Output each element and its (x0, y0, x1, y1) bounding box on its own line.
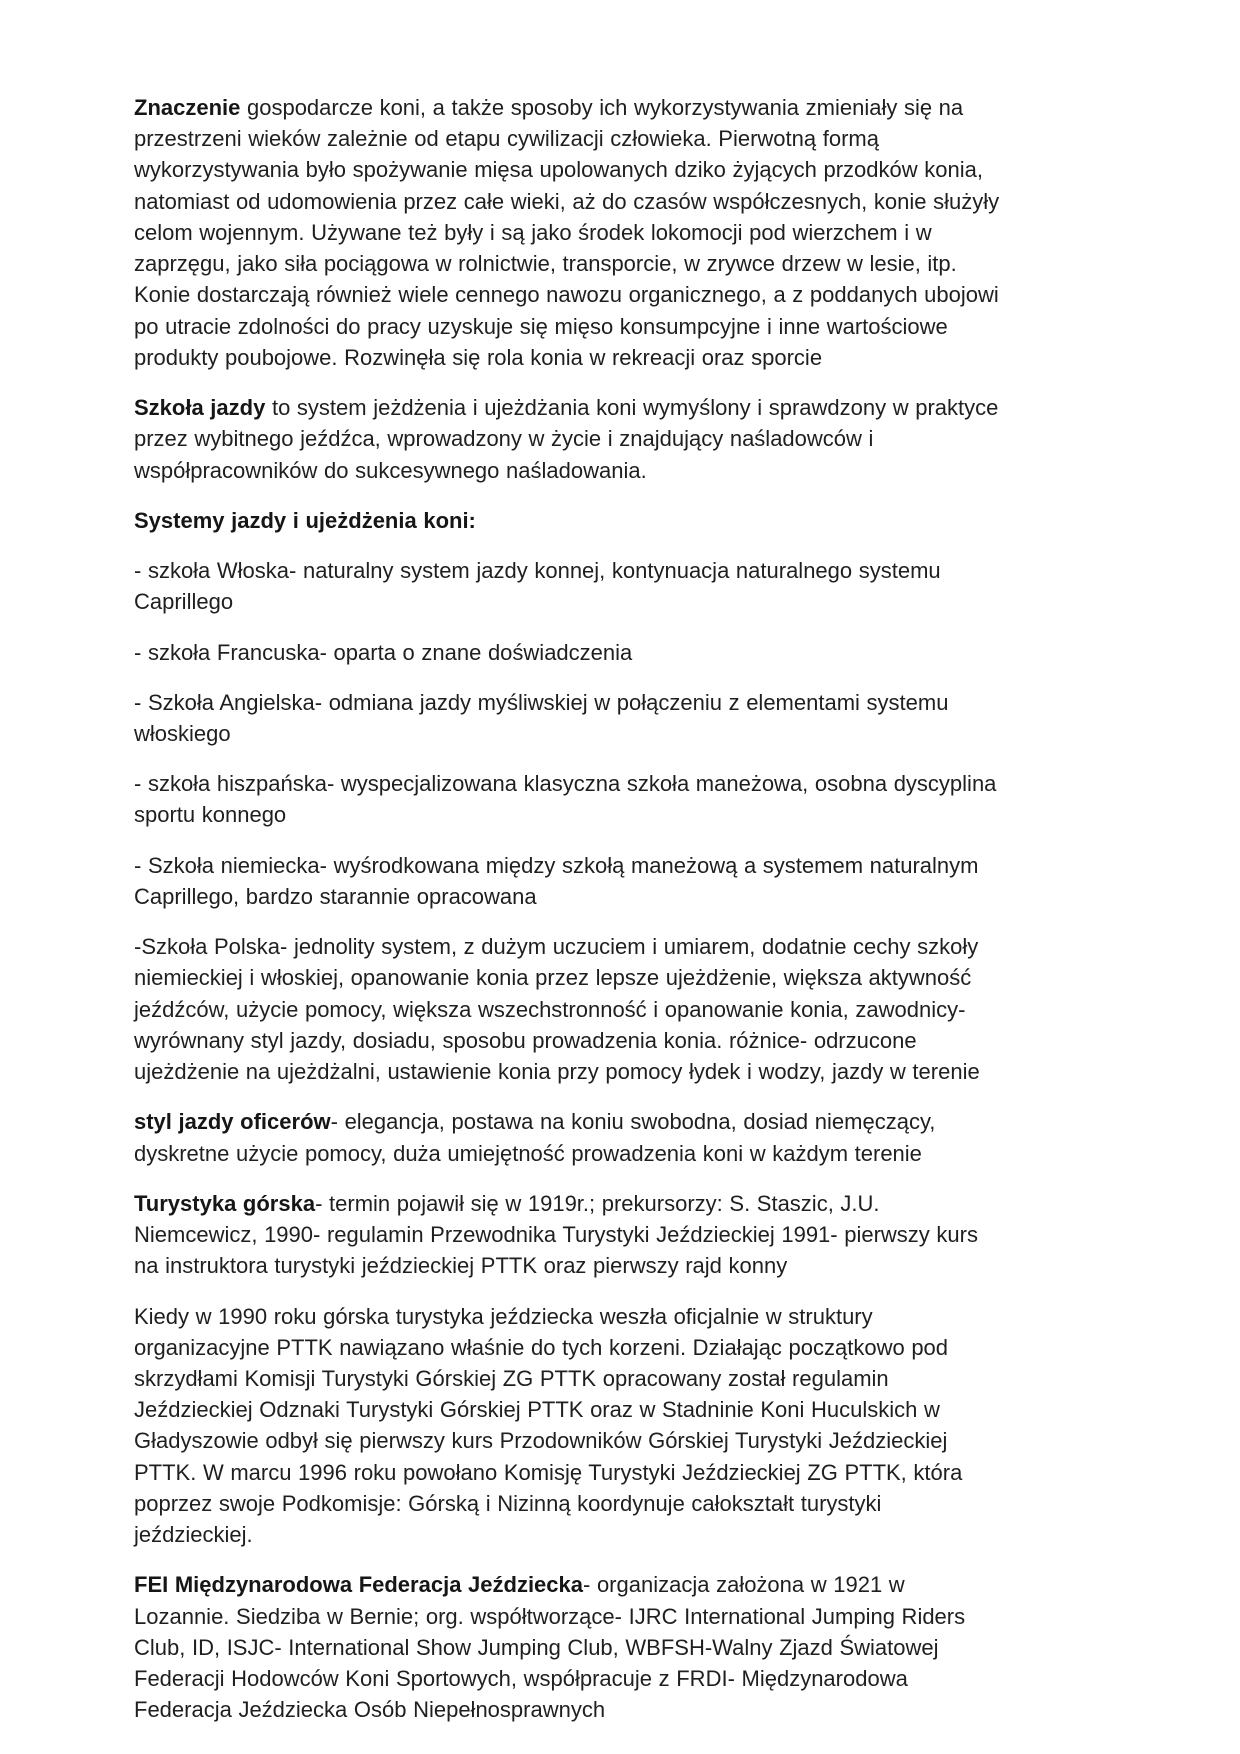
paragraph-historia-pttk (134, 1301, 1004, 1551)
paragraph-text: to system jeżdżenia i ujeżdżania koni wymyślony i sprawdzony w praktyce przez wybitnego jeźdźca, wprowadzony w życie i znajdujący naśladowców i współpracowników do sukcesywnego naśladowania. (134, 395, 999, 483)
paragraph-text: Kiedy w 1990 roku górska turystyka jeździecka weszła oficjalnie w struktury organizacyjne PTTK nawiązano właśnie do tych korzeni. Działając początkowo pod skrzydłami Komisji Turystyki Górskiej ZG PTTK opracowany został regulamin Jeździeckiej Odznaki Turystyki Górskiej PTTK oraz w Stadninie Koni Huculskich w Gładyszowie odbył się pierwszy kurs Przodowników Górskiej Turystyki Jeździeckiej PTTK. W marcu 1996 roku powołano Komisję Turystyki Jeździeckiej ZG PTTK, która poprzez swoje Podkomisje: Górską i Nizinną koordynuje całokształt turystyki jeździeckiej. (134, 1303, 963, 1548)
heading-systemy-jazdy (134, 505, 1004, 536)
paragraph-text: - szkoła hiszpańska- wyspecjalizowana klasyczna szkoła maneżowa, osobna dyscyplina sportu konnego (134, 771, 997, 828)
paragraph-turystyka-gorska (134, 1188, 1004, 1282)
list-item-szkola-francuska (134, 637, 1004, 668)
list-item-szkola-angielska (134, 687, 1004, 749)
list-item-szkola-polska (134, 931, 1004, 1087)
paragraph-text: - Szkoła Angielska- odmiana jazdy myśliwskiej w połączeniu z elementami systemu włoskiego (134, 689, 949, 746)
paragraph-text: - elegancja, postawa na koniu swobodna, dosiad niemęczący, dyskretne użycie pomocy, duża umiejętność prowadzenia koni w każdym terenie (134, 1109, 936, 1166)
paragraph-text: -Szkoła Polska- jednolity system, z dużym uczuciem i umiarem, dodatnie cechy szkoły niemieckiej i włoskiej, opanowanie konia przez lepsze ujeżdżenie, większa aktywność jeźdźców, użycie pomocy, większa wszechstronność i opanowanie konia, zawodnicy- wyrównany styl jazdy, dosiadu, sposobu prowadzenia konia. różnice- odrzucone ujeżdżenie na ujeżdżalni, ustawienie konia przy pomocy łydek i wodzy, jazdy w terenie (134, 934, 980, 1085)
list-item-szkola-hiszpanska (134, 768, 1004, 830)
paragraph-text: - termin pojawił się w 1919r.; prekursorzy: S. Staszic, J.U. Niemcewicz, 1990- regulamin Przewodnika Turystyki Jeździeckiej 1991- pierwszy kurs na instruktora turystyki jeździeckiej PTTK oraz pierwszy rajd konny (134, 1190, 978, 1279)
paragraph-styl-jazdy-oficerow (134, 1106, 1004, 1168)
paragraph-text: - szkoła Francuska- oparta o znane doświadczenia (134, 639, 633, 665)
paragraph-text: - szkoła Włoska- naturalny system jazdy konnej, kontynuacja naturalnego systemu Caprillego (134, 558, 941, 615)
paragraph-lead: FEI Międzynarodowa Federacja Jeździecka (134, 1572, 583, 1598)
paragraph-text: gospodarcze koni, a także sposoby ich wykorzystywania zmieniały się na przestrzeni wieków zależnie od etapu cywilizacji człowieka. Pierwotną formą wykorzystywania było spożywanie mięsa upolowanych dziko żyjących przodków konia, natomiast od udomowienia przez całe wieki, aż do czasów współczesnych, konie służyły celom wojennym. Używane też były i są jako środek lokomocji pod wierzchem i w zaprzęgu, jako siła pociągowa w rolnictwie, transporcie, w zrywce drzew w lesie, itp. Konie dostarczają również wiele cennego nawozu organicznego, a z poddanych ubojowi po utracie zdolności do pracy uzyskuje się mięso konsumpcyjne i inne wartościowe produkty poubojowe. Rozwinęła się rola konia w rekreacji oraz sporcie (134, 95, 1000, 370)
paragraph-lead: Szkoła jazdy (134, 395, 266, 421)
paragraph-lead: Systemy jazdy i ujeżdżenia koni: (134, 507, 476, 533)
document-content (134, 92, 1004, 1726)
paragraph-lead: Znaczenie (134, 95, 241, 120)
paragraph-fei (134, 1569, 1004, 1725)
list-item-szkola-niemiecka (134, 850, 1004, 912)
paragraph-lead: styl jazdy oficerów (134, 1109, 331, 1135)
paragraph-text: - organizacja założona w 1921 w Lozannie. Siedziba w Bernie; org. współtworzące- IJRC International Jumping Riders Club, ID, ISJC- International Show Jumping Club, WBFSH-Walny Zjazd Światowej Federacji Hodowców Koni Sportowych, współpracuje z FRDI- Międzynarodowa Federacja Jeździecka Osób Niepełnosprawnych (134, 1572, 966, 1723)
list-item-szkola-wloska (134, 555, 1004, 617)
paragraph-szkola-jazdy (134, 392, 1004, 486)
paragraph-znaczenie (134, 92, 1004, 373)
paragraph-lead: Turystyka górska (134, 1190, 316, 1216)
paragraph-text: - Szkoła niemiecka- wyśrodkowana między szkołą maneżową a systemem naturalnym Caprillego, bardzo starannie opracowana (134, 852, 979, 909)
